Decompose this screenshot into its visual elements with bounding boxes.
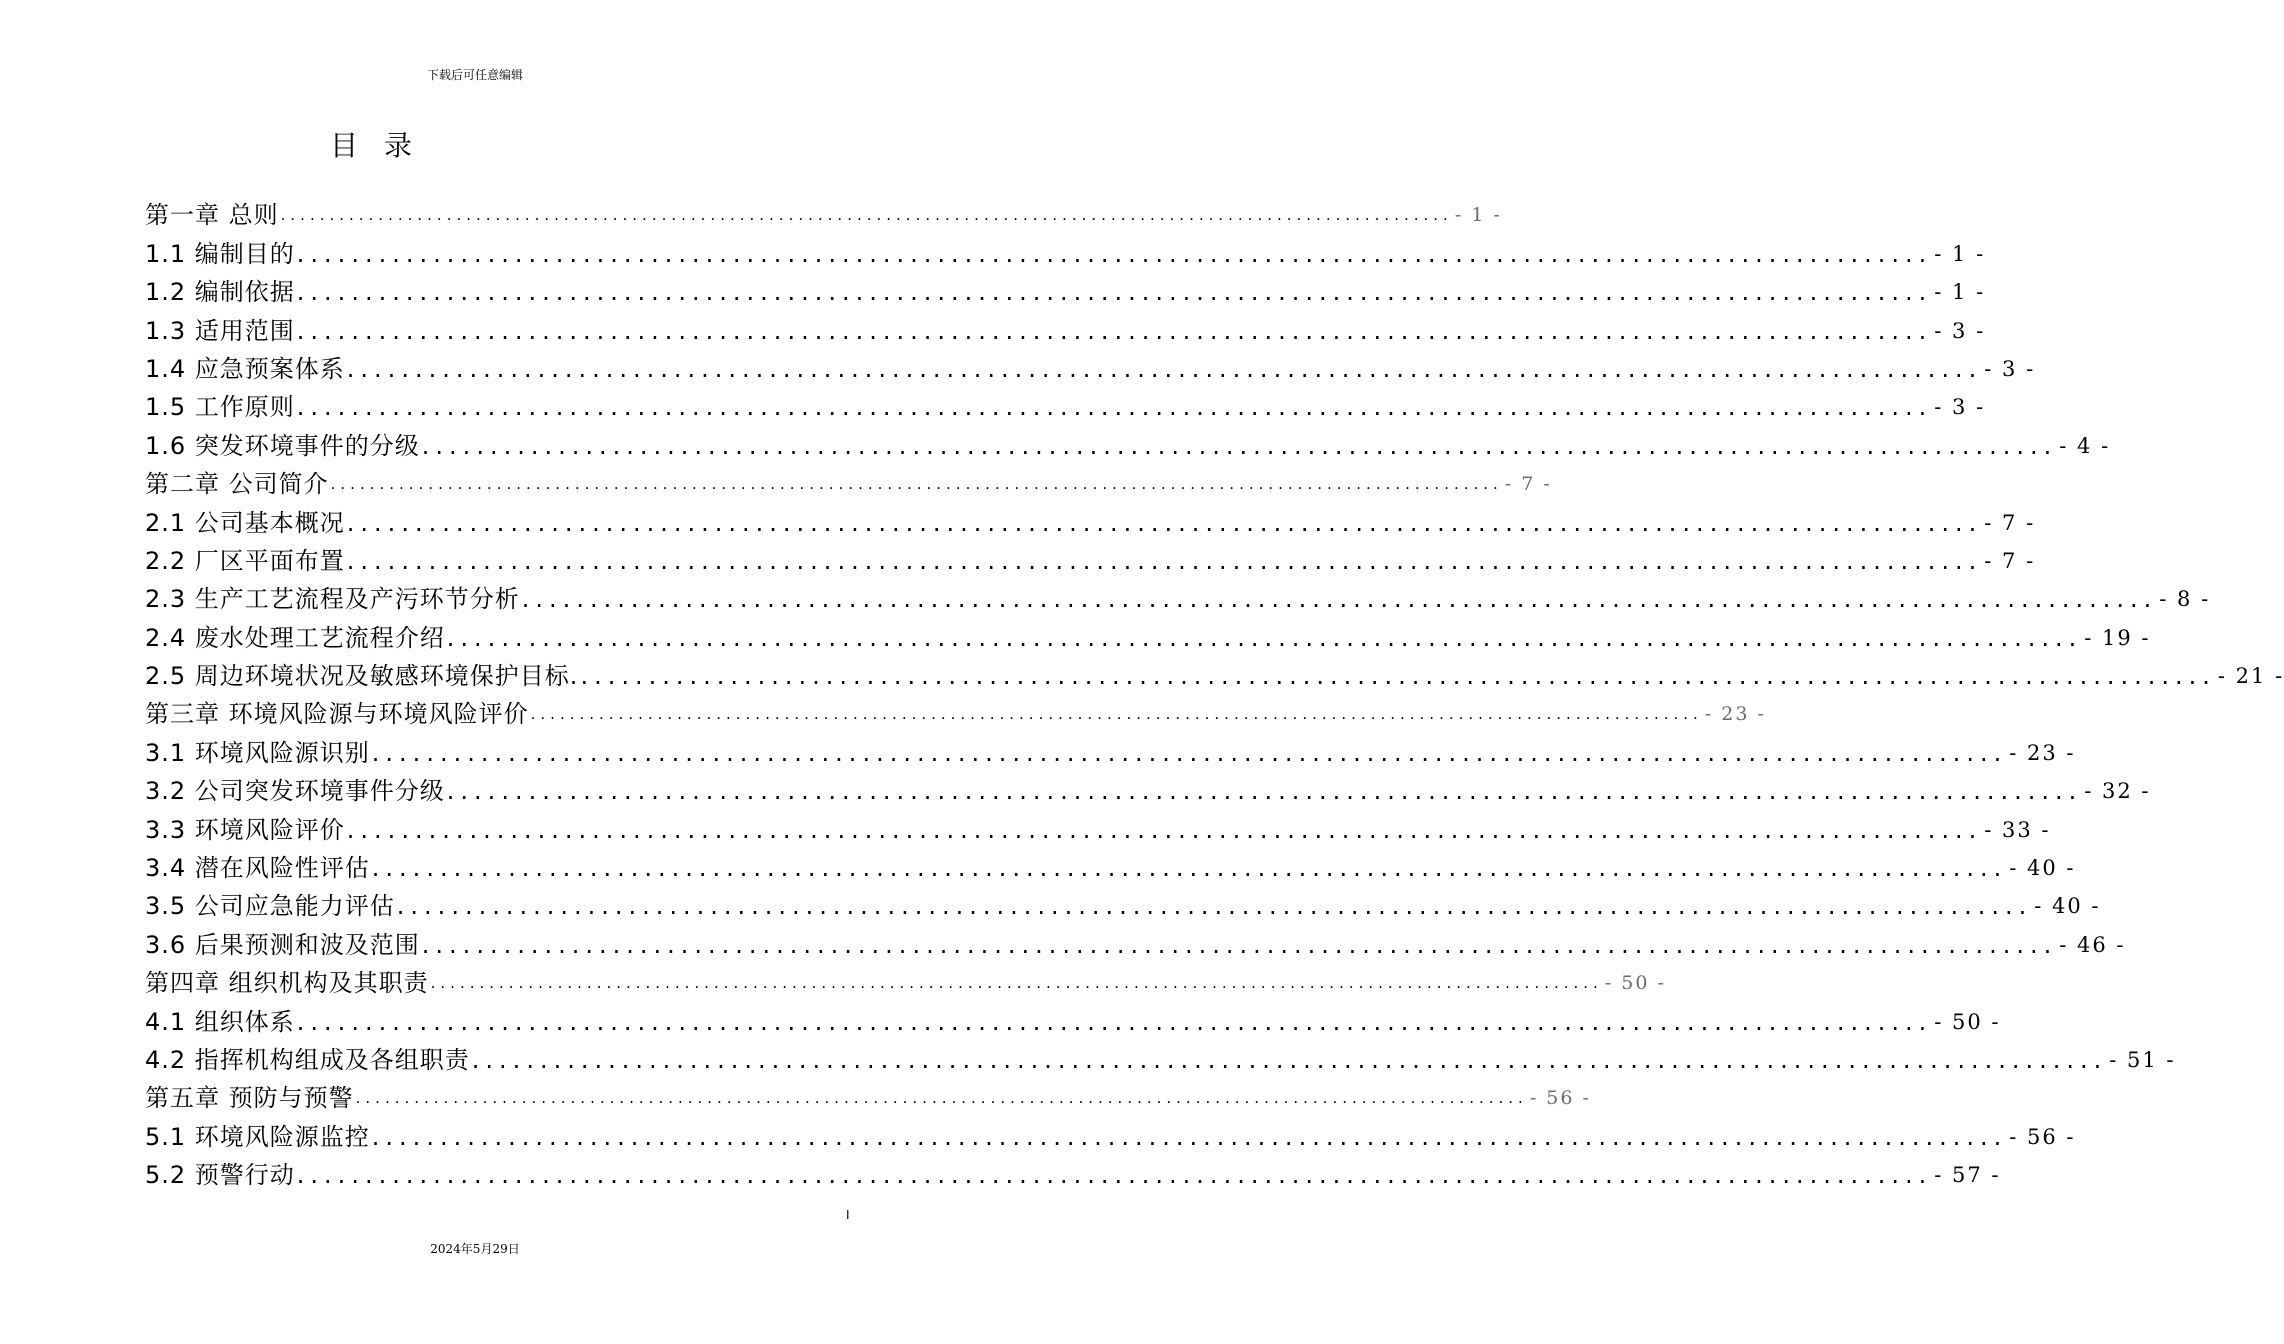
toc-entry-label: 3.6 后果预测和波及范围: [145, 930, 420, 959]
toc-entry-page: - 19 -: [2084, 625, 2151, 650]
toc-section-entry[interactable]: [145, 921, 2126, 959]
toc-leader-dots: ........................................................................................................................: [346, 508, 1983, 537]
toc-entry-label: 1.4 应急预案体系: [145, 354, 345, 383]
toc-entry-page: - 33 -: [1984, 817, 2051, 842]
toc-entry-page: - 40 -: [2034, 894, 2101, 919]
toc-title: 目录: [330, 129, 439, 162]
toc-entry-page: - 8 -: [2159, 587, 2211, 612]
toc-section-entry[interactable]: [145, 307, 1986, 345]
toc-leader-dots: ........................................................................................................................: [446, 623, 2083, 652]
toc-entry-label: 2.5 周边环境状况及敏感环境保护目标.: [145, 662, 579, 691]
toc-leader-dots: ........................................................................................................................: [296, 278, 1933, 307]
toc-chapter-entry[interactable]: [145, 192, 1502, 230]
toc-entry-label: 第四章 组织机构及其职责: [145, 969, 429, 998]
toc-entry-page: - 4 -: [2059, 433, 2111, 458]
toc-section-entry[interactable]: [145, 538, 2036, 576]
toc-entry-label: 4.2 指挥机构组成及各组职责: [145, 1045, 470, 1074]
toc-section-entry[interactable]: [145, 1037, 2176, 1075]
toc-entry-page: - 40 -: [2009, 856, 2076, 881]
toc-leader-dots: ........................................................................................................................: [530, 705, 1703, 724]
toc-entry-page: - 50 -: [1604, 972, 1666, 995]
toc-entry-label: 1.3 适用范围: [145, 316, 295, 345]
footer-date: 2024年5月29日: [430, 1242, 520, 1256]
toc-entry-page: - 50 -: [1934, 1009, 2001, 1034]
toc-leader-dots: ........................................................................................................................: [421, 431, 2058, 460]
toc-section-entry[interactable]: [145, 269, 1986, 307]
toc-entry-label: 第五章 预防与预警: [145, 1084, 354, 1113]
toc-section-entry[interactable]: [145, 614, 2151, 652]
toc-entry-page: - 56 -: [2009, 1124, 2076, 1149]
toc-leader-dots: ........................................................................................................................: [296, 316, 1933, 345]
toc-entry-page: - 1 -: [1934, 280, 1986, 305]
toc-leader-dots: ........................................................................................................................: [330, 475, 1503, 494]
toc-entry-page: - 57 -: [1934, 1163, 2001, 1188]
toc-entry-page: - 51 -: [2109, 1047, 2176, 1072]
toc-chapter-entry[interactable]: [145, 691, 1766, 729]
toc-entry-page: - 23 -: [2009, 740, 2076, 765]
toc-leader-dots: ........................................................................................................................: [371, 738, 2008, 767]
toc-section-entry[interactable]: [145, 230, 1986, 268]
toc-section-entry[interactable]: [145, 806, 2051, 844]
toc-entry-label: 3.1 环境风险源识别: [145, 738, 370, 767]
toc-section-entry[interactable]: [145, 499, 2036, 537]
toc-section-entry[interactable]: [145, 883, 2101, 921]
toc-entry-label: 2.3 生产工艺流程及产污环节分析: [145, 585, 520, 614]
toc-entry-page: - 1 -: [1934, 241, 1986, 266]
toc-leader-dots: ........................................................................................................................: [421, 930, 2058, 959]
toc-entry-label: 3.3 环境风险评价: [145, 815, 345, 844]
toc-entry-label: 3.2 公司突发环境事件分级: [145, 777, 445, 806]
toc-leader-dots: ........................................................................................................................: [296, 1007, 1933, 1036]
toc-entry-label: 第二章 公司简介: [145, 470, 329, 499]
page-header-note: 下载后可任意编辑: [426, 68, 523, 82]
toc-entry-label: 5.2 预警行动: [145, 1161, 295, 1190]
page-number-marker: I: [846, 1208, 850, 1222]
toc-entry-label: 3.4 潜在风险性评估: [145, 854, 370, 883]
toc-leader-dots: ........................................................................................................................: [580, 662, 2216, 691]
table-of-contents: [145, 192, 2284, 1190]
toc-entry-label: 第一章 总则: [145, 201, 279, 230]
toc-entry-page: - 7 -: [1984, 510, 2036, 535]
toc-section-entry[interactable]: [145, 576, 2211, 614]
toc-leader-dots: ........................................................................................................................: [471, 1045, 2108, 1074]
toc-entry-label: 1.6 突发环境事件的分级: [145, 431, 420, 460]
toc-section-entry[interactable]: [145, 768, 2151, 806]
toc-chapter-entry[interactable]: [145, 960, 1666, 998]
toc-section-entry[interactable]: [145, 998, 2001, 1036]
toc-entry-label: 2.1 公司基本概况: [145, 508, 345, 537]
toc-entry-page: - 1 -: [1454, 204, 1502, 227]
toc-leader-dots: ........................................................................................................................: [371, 854, 2008, 883]
toc-leader-dots: ........................................................................................................................: [296, 393, 1933, 422]
toc-entry-page: - 7 -: [1984, 548, 2036, 573]
toc-entry-page: - 21 -: [2217, 664, 2284, 689]
toc-section-entry[interactable]: [145, 653, 2284, 691]
toc-entry-label: 1.5 工作原则: [145, 393, 295, 422]
toc-section-entry[interactable]: [145, 384, 1986, 422]
toc-entry-label: 4.1 组织体系: [145, 1007, 295, 1036]
toc-entry-label: 5.1 环境风险源监控: [145, 1122, 370, 1151]
toc-entry-label: 2.2 厂区平面布置: [145, 546, 345, 575]
toc-leader-dots: ........................................................................................................................: [446, 777, 2083, 806]
toc-leader-dots: ........................................................................................................................: [296, 1161, 1933, 1190]
toc-leader-dots: ........................................................................................................................: [296, 239, 1933, 268]
toc-entry-page: - 7 -: [1504, 473, 1552, 496]
toc-section-entry[interactable]: [145, 1113, 2076, 1151]
toc-leader-dots: ........................................................................................................................: [521, 585, 2158, 614]
toc-entry-page: - 3 -: [1934, 395, 1986, 420]
toc-leader-dots: ........................................................................................................................: [346, 815, 1983, 844]
toc-entry-label: 1.1 编制目的: [145, 239, 295, 268]
toc-leader-dots: ........................................................................................................................: [346, 546, 1983, 575]
toc-entry-page: - 32 -: [2084, 779, 2151, 804]
toc-leader-dots: ........................................................................................................................: [280, 206, 1453, 225]
toc-section-entry[interactable]: [145, 845, 2076, 883]
toc-leader-dots: ........................................................................................................................: [355, 1089, 1528, 1108]
toc-entry-label: 3.5 公司应急能力评估: [145, 892, 395, 921]
toc-section-entry[interactable]: [145, 1152, 2001, 1190]
toc-chapter-entry[interactable]: [145, 1075, 1591, 1113]
toc-section-entry[interactable]: [145, 422, 2111, 460]
toc-entry-page: - 56 -: [1529, 1087, 1591, 1110]
toc-entry-label: 2.4 废水处理工艺流程介绍: [145, 623, 445, 652]
toc-entry-label: 1.2 编制依据: [145, 278, 295, 307]
toc-entry-page: - 3 -: [1934, 318, 1986, 343]
toc-leader-dots: ........................................................................................................................: [346, 354, 1983, 383]
toc-leader-dots: ........................................................................................................................: [371, 1122, 2008, 1151]
toc-entry-page: - 46 -: [2059, 932, 2126, 957]
toc-section-entry[interactable]: [145, 346, 2036, 384]
toc-section-entry[interactable]: [145, 729, 2076, 767]
toc-entry-label: 第三章 环境风险源与环境风险评价: [145, 700, 529, 729]
toc-entry-page: - 3 -: [1984, 356, 2036, 381]
toc-leader-dots: ........................................................................................................................: [396, 892, 2033, 921]
toc-chapter-entry[interactable]: [145, 461, 1552, 499]
toc-leader-dots: ........................................................................................................................: [430, 974, 1603, 993]
toc-entry-page: - 23 -: [1704, 703, 1766, 726]
